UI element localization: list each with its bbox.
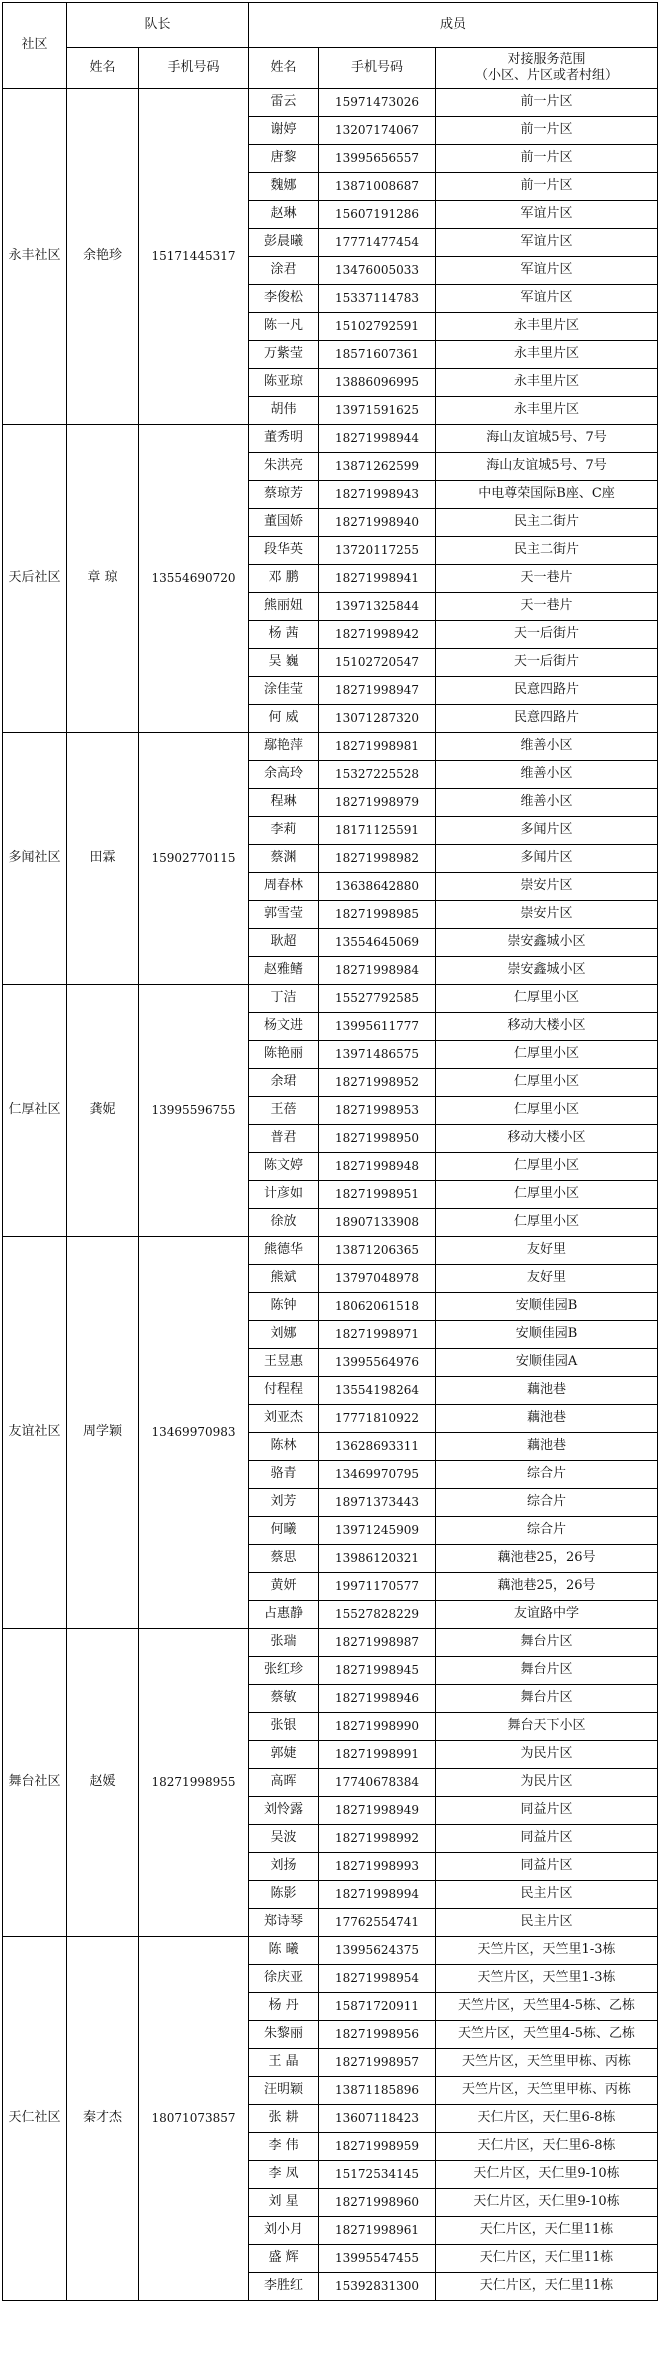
member-phone: 18271998940 <box>319 509 436 537</box>
member-name: 丁洁 <box>249 985 319 1013</box>
member-phone: 18271998993 <box>319 1853 436 1881</box>
member-phone: 13628693311 <box>319 1433 436 1461</box>
member-name: 蔡渊 <box>249 845 319 873</box>
member-name: 段华英 <box>249 537 319 565</box>
member-name: 吴 巍 <box>249 649 319 677</box>
member-service-area: 民意四路片 <box>436 677 658 705</box>
member-service-area: 藕池巷25，26号 <box>436 1545 658 1573</box>
member-name: 雷云 <box>249 89 319 117</box>
table-row <box>3 89 658 117</box>
member-name: 吴波 <box>249 1825 319 1853</box>
member-phone: 18271998981 <box>319 733 436 761</box>
member-name: 陈 曦 <box>249 1937 319 1965</box>
member-service-area: 永丰里片区 <box>436 397 658 425</box>
member-service-area: 藕池巷 <box>436 1433 658 1461</box>
member-service-area: 维善小区 <box>436 789 658 817</box>
member-name: 张红珍 <box>249 1657 319 1685</box>
member-name: 张瑞 <box>249 1629 319 1657</box>
member-phone: 15172534145 <box>319 2161 436 2189</box>
member-service-area: 安顺佳园B <box>436 1321 658 1349</box>
member-phone: 13971486575 <box>319 1041 436 1069</box>
captain-name: 田霖 <box>67 733 139 985</box>
member-phone: 15527828229 <box>319 1601 436 1629</box>
member-phone: 13554645069 <box>319 929 436 957</box>
member-service-area: 崇安鑫城小区 <box>436 929 658 957</box>
header-service-area-line1: 对接服务范围 <box>507 51 586 67</box>
member-name: 盛 辉 <box>249 2245 319 2273</box>
table-row <box>3 425 658 453</box>
member-phone: 13995564976 <box>319 1349 436 1377</box>
member-name: 占惠静 <box>249 1601 319 1629</box>
member-service-area: 前一片区 <box>436 89 658 117</box>
member-service-area: 综合片 <box>436 1517 658 1545</box>
member-name: 邓 鹏 <box>249 565 319 593</box>
member-service-area: 安顺佳园A <box>436 1349 658 1377</box>
member-service-area: 综合片 <box>436 1461 658 1489</box>
member-name: 李莉 <box>249 817 319 845</box>
member-phone: 18271998948 <box>319 1153 436 1181</box>
member-name: 普君 <box>249 1125 319 1153</box>
member-service-area: 永丰里片区 <box>436 313 658 341</box>
member-phone: 15337114783 <box>319 285 436 313</box>
member-phone: 18271998991 <box>319 1741 436 1769</box>
member-service-area: 舞台天下小区 <box>436 1713 658 1741</box>
member-phone: 18271998985 <box>319 901 436 929</box>
member-phone: 15392831300 <box>319 2273 436 2301</box>
member-phone: 18971373443 <box>319 1489 436 1517</box>
captain-name: 余艳珍 <box>67 89 139 425</box>
member-name: 万紫莹 <box>249 341 319 369</box>
member-name: 杨 茜 <box>249 621 319 649</box>
member-name: 骆青 <box>249 1461 319 1489</box>
member-phone: 18271998941 <box>319 565 436 593</box>
member-phone: 18271998959 <box>319 2133 436 2161</box>
member-service-area: 永丰里片区 <box>436 341 658 369</box>
member-service-area: 多闻片区 <box>436 845 658 873</box>
member-name: 何曦 <box>249 1517 319 1545</box>
member-service-area: 军谊片区 <box>436 201 658 229</box>
member-phone: 18271998947 <box>319 677 436 705</box>
header-member-phone: 手机号码 <box>319 48 436 89</box>
member-phone: 13554198264 <box>319 1377 436 1405</box>
member-service-area: 维善小区 <box>436 761 658 789</box>
member-phone: 18271998961 <box>319 2217 436 2245</box>
member-phone: 13995547455 <box>319 2245 436 2273</box>
member-service-area: 民主二街片 <box>436 537 658 565</box>
community-name: 天后社区 <box>3 425 67 733</box>
member-service-area: 安顺佳园B <box>436 1293 658 1321</box>
member-name: 王昱惠 <box>249 1349 319 1377</box>
member-phone: 13071287320 <box>319 705 436 733</box>
member-name: 刘娜 <box>249 1321 319 1349</box>
member-name: 张 耕 <box>249 2105 319 2133</box>
member-phone: 18271998954 <box>319 1965 436 1993</box>
member-name: 张银 <box>249 1713 319 1741</box>
member-service-area: 仁厚里小区 <box>436 1069 658 1097</box>
member-service-area: 同益片区 <box>436 1853 658 1881</box>
roster-body <box>3 89 658 2301</box>
member-name: 耿超 <box>249 929 319 957</box>
member-phone: 13797048978 <box>319 1265 436 1293</box>
member-phone: 15327225528 <box>319 761 436 789</box>
member-service-area: 军谊片区 <box>436 285 658 313</box>
member-service-area: 军谊片区 <box>436 257 658 285</box>
member-name: 蔡敏 <box>249 1685 319 1713</box>
member-phone: 18271998979 <box>319 789 436 817</box>
captain-name: 周学颖 <box>67 1237 139 1629</box>
captain-phone: 15171445317 <box>139 89 249 425</box>
member-name: 陈钟 <box>249 1293 319 1321</box>
member-phone: 18271998951 <box>319 1181 436 1209</box>
member-name: 魏娜 <box>249 173 319 201</box>
member-name: 黄妍 <box>249 1573 319 1601</box>
member-name: 徐庆亚 <box>249 1965 319 1993</box>
table-row <box>3 733 658 761</box>
member-name: 刘 星 <box>249 2189 319 2217</box>
member-phone: 13871185896 <box>319 2077 436 2105</box>
member-phone: 18271998956 <box>319 2021 436 2049</box>
member-name: 李俊松 <box>249 285 319 313</box>
member-name: 谢婷 <box>249 117 319 145</box>
header-members: 成员 <box>249 3 658 48</box>
member-service-area: 崇安片区 <box>436 873 658 901</box>
volunteer-roster-table <box>2 2 658 2301</box>
header-captain-phone: 手机号码 <box>139 48 249 89</box>
member-phone: 18271998944 <box>319 425 436 453</box>
member-name: 余高玲 <box>249 761 319 789</box>
member-service-area: 友谊路中学 <box>436 1601 658 1629</box>
member-phone: 18062061518 <box>319 1293 436 1321</box>
member-service-area: 天仁片区，天仁里11栋 <box>436 2217 658 2245</box>
member-service-area: 海山友谊城5号、7号 <box>436 453 658 481</box>
member-service-area: 天竺片区，天竺里1-3栋 <box>436 1937 658 1965</box>
member-name: 汪明颖 <box>249 2077 319 2105</box>
member-service-area: 仁厚里小区 <box>436 1209 658 1237</box>
captain-phone: 18071073857 <box>139 1937 249 2301</box>
member-service-area: 多闻片区 <box>436 817 658 845</box>
table-row <box>3 985 658 1013</box>
member-name: 陈影 <box>249 1881 319 1909</box>
member-name: 赵雅鳍 <box>249 957 319 985</box>
member-phone: 13638642880 <box>319 873 436 901</box>
member-phone: 15102720547 <box>319 649 436 677</box>
member-service-area: 同益片区 <box>436 1797 658 1825</box>
member-phone: 13476005033 <box>319 257 436 285</box>
header-captain-name: 姓名 <box>67 48 139 89</box>
member-phone: 13207174067 <box>319 117 436 145</box>
community-name: 友谊社区 <box>3 1237 67 1629</box>
member-name: 李胜红 <box>249 2273 319 2301</box>
member-phone: 19971170577 <box>319 1573 436 1601</box>
member-name: 刘芳 <box>249 1489 319 1517</box>
member-service-area: 仁厚里小区 <box>436 1097 658 1125</box>
member-name: 王蓓 <box>249 1097 319 1125</box>
member-name: 陈亚琼 <box>249 369 319 397</box>
member-phone: 18271998949 <box>319 1797 436 1825</box>
community-name: 天仁社区 <box>3 1937 67 2301</box>
member-service-area: 天竺片区，天竺里1-3栋 <box>436 1965 658 1993</box>
member-name: 赵琳 <box>249 201 319 229</box>
member-phone: 13469970795 <box>319 1461 436 1489</box>
member-phone: 13886096995 <box>319 369 436 397</box>
member-service-area: 永丰里片区 <box>436 369 658 397</box>
member-service-area: 前一片区 <box>436 117 658 145</box>
member-phone: 13871262599 <box>319 453 436 481</box>
member-name: 周春林 <box>249 873 319 901</box>
table-row <box>3 1937 658 1965</box>
member-name: 董秀明 <box>249 425 319 453</box>
member-service-area: 天仁片区，天仁里9-10栋 <box>436 2161 658 2189</box>
member-name: 涂君 <box>249 257 319 285</box>
member-service-area: 民主片区 <box>436 1881 658 1909</box>
member-phone: 18271998971 <box>319 1321 436 1349</box>
member-service-area: 中电尊荣国际B座、C座 <box>436 481 658 509</box>
member-phone: 13871008687 <box>319 173 436 201</box>
member-phone: 18907133908 <box>319 1209 436 1237</box>
member-service-area: 维善小区 <box>436 733 658 761</box>
member-phone: 18271998992 <box>319 1825 436 1853</box>
member-service-area: 仁厚里小区 <box>436 1153 658 1181</box>
member-name: 陈一凡 <box>249 313 319 341</box>
member-name: 董国娇 <box>249 509 319 537</box>
member-service-area: 天竺片区，天竺里4-5栋、乙栋 <box>436 2021 658 2049</box>
captain-phone: 13995596755 <box>139 985 249 1237</box>
member-name: 鄢艳萍 <box>249 733 319 761</box>
member-service-area: 仁厚里小区 <box>436 1181 658 1209</box>
member-service-area: 藕池巷 <box>436 1405 658 1433</box>
member-name: 熊丽妞 <box>249 593 319 621</box>
member-service-area: 天仁片区，天仁里11栋 <box>436 2273 658 2301</box>
member-name: 刘亚杰 <box>249 1405 319 1433</box>
member-name: 郭婕 <box>249 1741 319 1769</box>
captain-name: 秦才杰 <box>67 1937 139 2301</box>
member-name: 熊德华 <box>249 1237 319 1265</box>
member-phone: 13971591625 <box>319 397 436 425</box>
member-service-area: 军谊片区 <box>436 229 658 257</box>
member-phone: 18271998994 <box>319 1881 436 1909</box>
member-name: 郑诗琴 <box>249 1909 319 1937</box>
member-name: 李 伟 <box>249 2133 319 2161</box>
member-phone: 15971473026 <box>319 89 436 117</box>
member-service-area: 仁厚里小区 <box>436 985 658 1013</box>
member-name: 蔡思 <box>249 1545 319 1573</box>
captain-phone: 13469970983 <box>139 1237 249 1629</box>
captain-name: 章 琼 <box>67 425 139 733</box>
member-service-area: 舞台片区 <box>436 1657 658 1685</box>
table-row <box>3 1237 658 1265</box>
member-phone: 18271998960 <box>319 2189 436 2217</box>
member-name: 郭雪莹 <box>249 901 319 929</box>
member-service-area: 天一后街片 <box>436 621 658 649</box>
member-phone: 13971325844 <box>319 593 436 621</box>
member-service-area: 海山友谊城5号、7号 <box>436 425 658 453</box>
member-service-area: 民主二街片 <box>436 509 658 537</box>
member-service-area: 崇安片区 <box>436 901 658 929</box>
member-phone: 18271998942 <box>319 621 436 649</box>
member-service-area: 藕池巷 <box>436 1377 658 1405</box>
header-captain: 队长 <box>67 3 249 48</box>
member-name: 何 威 <box>249 705 319 733</box>
member-name: 高晖 <box>249 1769 319 1797</box>
member-service-area: 友好里 <box>436 1265 658 1293</box>
member-service-area: 舞台片区 <box>436 1629 658 1657</box>
member-service-area: 为民片区 <box>436 1741 658 1769</box>
member-name: 王 晶 <box>249 2049 319 2077</box>
community-name: 舞台社区 <box>3 1629 67 1937</box>
member-service-area: 天一后街片 <box>436 649 658 677</box>
member-phone: 18271998945 <box>319 1657 436 1685</box>
member-name: 徐放 <box>249 1209 319 1237</box>
community-name: 永丰社区 <box>3 89 67 425</box>
captain-phone: 18271998955 <box>139 1629 249 1937</box>
member-service-area: 民意四路片 <box>436 705 658 733</box>
member-service-area: 天仁片区，天仁里6-8栋 <box>436 2105 658 2133</box>
member-service-area: 前一片区 <box>436 173 658 201</box>
member-service-area: 天仁片区，天仁里11栋 <box>436 2245 658 2273</box>
header-community: 社区 <box>3 3 67 89</box>
member-name: 涂佳莹 <box>249 677 319 705</box>
member-name: 程琳 <box>249 789 319 817</box>
header-row-primary <box>3 3 658 48</box>
member-phone: 17771477454 <box>319 229 436 257</box>
member-service-area: 天一巷片 <box>436 565 658 593</box>
member-name: 蔡琼芳 <box>249 481 319 509</box>
member-phone: 18271998946 <box>319 1685 436 1713</box>
community-name: 多闻社区 <box>3 733 67 985</box>
member-phone: 15527792585 <box>319 985 436 1013</box>
member-name: 余珺 <box>249 1069 319 1097</box>
member-name: 熊斌 <box>249 1265 319 1293</box>
member-service-area: 天仁片区，天仁里9-10栋 <box>436 2189 658 2217</box>
header-service-area-line2: （小区、片区或者村组） <box>475 68 619 83</box>
member-name: 付程程 <box>249 1377 319 1405</box>
member-phone: 13995656557 <box>319 145 436 173</box>
member-phone: 13607118423 <box>319 2105 436 2133</box>
member-service-area: 天竺片区，天竺里甲栋、丙栋 <box>436 2077 658 2105</box>
member-name: 唐黎 <box>249 145 319 173</box>
table-row <box>3 1629 658 1657</box>
member-phone: 17762554741 <box>319 1909 436 1937</box>
member-service-area: 舞台片区 <box>436 1685 658 1713</box>
member-service-area: 综合片 <box>436 1489 658 1517</box>
member-service-area: 前一片区 <box>436 145 658 173</box>
member-name: 李 凤 <box>249 2161 319 2189</box>
member-phone: 18271998953 <box>319 1097 436 1125</box>
member-service-area: 藕池巷25，26号 <box>436 1573 658 1601</box>
member-phone: 13971245909 <box>319 1517 436 1545</box>
member-phone: 18271998984 <box>319 957 436 985</box>
captain-name: 龚妮 <box>67 985 139 1237</box>
member-phone: 18171125591 <box>319 817 436 845</box>
community-name: 仁厚社区 <box>3 985 67 1237</box>
member-phone: 13720117255 <box>319 537 436 565</box>
member-phone: 18271998987 <box>319 1629 436 1657</box>
member-name: 朱洪亮 <box>249 453 319 481</box>
member-phone: 18271998957 <box>319 2049 436 2077</box>
captain-name: 赵媛 <box>67 1629 139 1937</box>
member-name: 刘怜露 <box>249 1797 319 1825</box>
header-member-name: 姓名 <box>249 48 319 89</box>
member-service-area: 天仁片区，天仁里6-8栋 <box>436 2133 658 2161</box>
member-phone: 13995624375 <box>319 1937 436 1965</box>
member-service-area: 崇安鑫城小区 <box>436 957 658 985</box>
captain-phone: 13554690720 <box>139 425 249 733</box>
member-service-area: 天一巷片 <box>436 593 658 621</box>
captain-phone: 15902770115 <box>139 733 249 985</box>
member-phone: 18271998990 <box>319 1713 436 1741</box>
member-name: 刘小月 <box>249 2217 319 2245</box>
member-name: 朱黎丽 <box>249 2021 319 2049</box>
member-name: 陈艳丽 <box>249 1041 319 1069</box>
member-phone: 15871720911 <box>319 1993 436 2021</box>
header-service-area <box>436 48 658 89</box>
member-name: 陈林 <box>249 1433 319 1461</box>
member-phone: 18271998952 <box>319 1069 436 1097</box>
member-service-area: 移动大楼小区 <box>436 1013 658 1041</box>
member-name: 陈文婷 <box>249 1153 319 1181</box>
member-phone: 17740678384 <box>319 1769 436 1797</box>
member-phone: 18271998943 <box>319 481 436 509</box>
member-name: 杨 丹 <box>249 1993 319 2021</box>
header-row-secondary <box>3 48 658 89</box>
member-phone: 15607191286 <box>319 201 436 229</box>
member-phone: 18271998950 <box>319 1125 436 1153</box>
member-name: 彭晨曦 <box>249 229 319 257</box>
member-service-area: 仁厚里小区 <box>436 1041 658 1069</box>
member-phone: 18571607361 <box>319 341 436 369</box>
member-phone: 17771810922 <box>319 1405 436 1433</box>
member-name: 杨文进 <box>249 1013 319 1041</box>
member-service-area: 移动大楼小区 <box>436 1125 658 1153</box>
member-phone: 13995611777 <box>319 1013 436 1041</box>
member-name: 胡伟 <box>249 397 319 425</box>
member-service-area: 友好里 <box>436 1237 658 1265</box>
member-phone: 13871206365 <box>319 1237 436 1265</box>
member-phone: 15102792591 <box>319 313 436 341</box>
member-service-area: 同益片区 <box>436 1825 658 1853</box>
member-service-area: 天竺片区，天竺里4-5栋、乙栋 <box>436 1993 658 2021</box>
member-service-area: 民主片区 <box>436 1909 658 1937</box>
member-phone: 13986120321 <box>319 1545 436 1573</box>
member-service-area: 天竺片区，天竺里甲栋、丙栋 <box>436 2049 658 2077</box>
member-name: 计彦如 <box>249 1181 319 1209</box>
member-name: 刘扬 <box>249 1853 319 1881</box>
member-service-area: 为民片区 <box>436 1769 658 1797</box>
member-phone: 18271998982 <box>319 845 436 873</box>
